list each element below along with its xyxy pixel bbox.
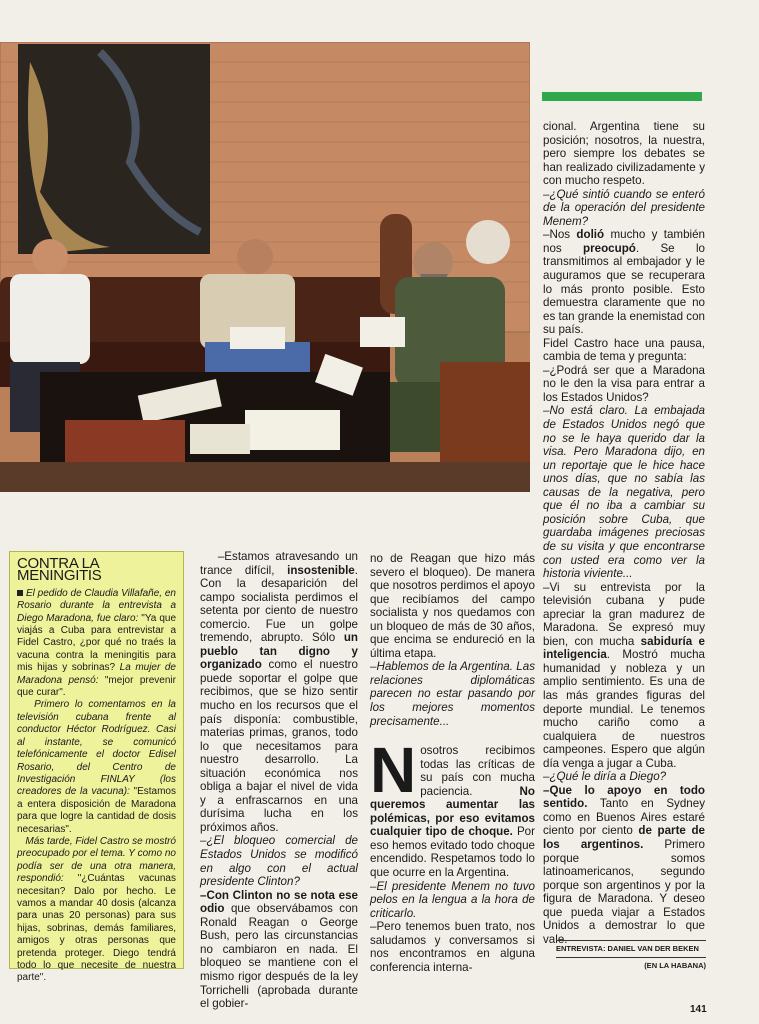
answer-paragraph: –Vi su entrevista por la televisión cubana y pude apreciar la gran madurez de Maradona. Se expresó muy bien, con mucha sabiduría e inteligencia. Mostró mucha humanidad y nobleza y un amplio sentimiento. Es una de las más grandes figuras del deporte mundial. Le tenemos mucho cariño como a cualquiera de nuestros campeones. Espero que algún día venga a jugar a Cuba.: [543, 580, 706, 770]
question-paragraph: –¿El bloqueo comercial de Estados Unidos se modificó en algo con el actual presidente Clinton?: [200, 834, 358, 889]
question-paragraph: –Hablemos de la Argentina. Las relaciones diplomáticas parecen no estar pasando por los mejores momentos precisamente...: [370, 660, 535, 728]
question-paragraph: –¿Qué le diría a Diego?: [543, 770, 667, 784]
answer-paragraph: –¿Podrá ser que a Maradona no le den la visa para entrar a los Estados Unidos?: [543, 363, 705, 404]
answer-paragraph: cional. Argentina tiene su posición; nosotros, la nuestra, pero siempre los debates se han realizado civilizadamente y con mucho respeto.: [543, 120, 705, 188]
sidebar-paragraph-2: Primero lo comentamos en la televisión cubana frente al conductor Héctor Rodríguez. Casi al instante, se comunicó telefónicamente el doctor Edisel Rosario, del Centro de Investigación FINLAY (los creadores de la vacuna): "Estamos a entera disposición de Maradona para que logre la cantidad de dosis necesarias".: [17, 699, 176, 835]
page-number: 141: [690, 1004, 707, 1015]
question-paragraph: –El presidente Menem no tuvo pelos en la lengua a la hora de criticarlo.: [370, 879, 535, 920]
question-paragraph: –¿Qué sintió cuando se enteró de la operación del presidente Menem?: [543, 187, 705, 228]
answer-paragraph: –Que lo apoyo en todo sentido. Tanto en Sydney como en Buenos Aires estaré ciento por ciento de parte de los argentinos. Primero porque somos latinoamericanos, segundo porque son argentinos y por la figura de Maradona. Y deseo que pueda viajar a Estados Unidos a demostrar lo que vale.: [543, 783, 705, 946]
man-left: [10, 274, 90, 364]
answer-paragraph: Nosotros recibimos todas las críticas de su país con mucha paciencia. No queremos aumentar las polémicas, por eso evitamos cualquier tipo de choque. Por eso hemos evitado todo choque encendido. Respetamos todo lo que ocurre en la Argentina.: [370, 734, 535, 880]
question-paragraph: –No está claro. La embajada de Estados Unidos negó que no se le haya querido dar la visa. Pero Maradona dijo, en un reportaje que le hice hace unos días, que no sabía las causas de la negativa, pero que él no iba a cambiar su posición sobre Cuba, que guardaba imágenes preciosas de su visita y que encontrarse con usted era como ver la historia viviente...: [543, 404, 705, 581]
sidebar-box: [9, 551, 184, 984]
bullet-square-icon: [17, 590, 23, 596]
answer-paragraph: –Estamos atravesando un trance difícil, insostenible. Con la desaparición del campo socialista perdimos el setenta por ciento de nuestro comercio. Fue un golpe tremendo, abrupto. Sólo un pueblo tan digno y organizado como el nuestro puede soportar el golpe que recibimos, que se hizo sentir mucho en los recursos que el país disponía: combustible, materias primas, granos, todo lo que necesitamos para nuestro desarrollo. La situación económica nos obliga a bajar el nivel de vida y a enfrascarnos en una durísima lucha en los próximos años.: [200, 550, 358, 834]
answer-paragraph: –Nos dolió mucho y también nos preocupó. Se lo transmitimos al embajador y le auguramos que se recuperara lo más pronto posible. Esto demuestra claramente que no es tan grande la enemistad con su país.: [543, 228, 705, 337]
section-accent-bar: [542, 92, 702, 101]
article-column-1: [200, 550, 358, 1011]
article-column-2: [370, 552, 535, 974]
interview-credit: ENTREVISTA: DANIEL VAN DER BEKEN (EN LA HABANA): [556, 940, 706, 970]
article-column-3: [543, 120, 705, 946]
drop-cap: N: [370, 734, 417, 807]
sidebar-paragraph-1: El pedido de Claudia Villafañe, en Rosario durante la entrevista a Diego Maradona, fue claro: "Ya que viajás a Cuba para entrevistar a Fidel Castro, ¿por qué no traés la vacuna contra la meningitis para mis hijas y sobrinas? La mujer de Maradona pensó: "mejor prevenir que curar".: [17, 587, 176, 699]
sidebar-paragraph-3: Más tarde, Fidel Castro se mostró preocupado por el tema. Y como no podía ser de una otra manera, respondió: "¿Cuántas vacunas necesitan? Dalo por hecho. Le vamos a mandar 40 dosis (alcanza para unas 20 personas) para sus hijas, sobrinas, demás familiares, amigos y otras personas que pretenda proteger. Diego tendrá todo lo que necesite de nuestra parte".: [17, 835, 176, 984]
interview-photo: [0, 42, 530, 492]
answer-paragraph: no de Reagan que hizo más severo el bloqueo). De manera que nosotros perdimos el apoyo que recibíamos del campo socialista y nos quedamos con un bloqueo de más de 30 años, que encima se endureció en la última etapa.: [370, 552, 535, 660]
narration-paragraph: Fidel Castro hace una pausa, cambia de tema y pregunta:: [543, 336, 705, 364]
answer-paragraph: –Con Clinton no se nota ese odio que observábamos con Ronald Reagan o George Bush, pero las circunstancias no cambiaron en nada. El bloqueo se mantiene con el mismo rigor después de la ley Torrichelli (aprobada durante el gobier-: [200, 888, 358, 1011]
sidebar-title: CONTRA LA MENINGITIS: [17, 555, 102, 585]
answer-paragraph: –Pero tenemos buen trato, nos saludamos y conversamos si nos encontramos en alguna conferencia interna-: [370, 920, 535, 974]
